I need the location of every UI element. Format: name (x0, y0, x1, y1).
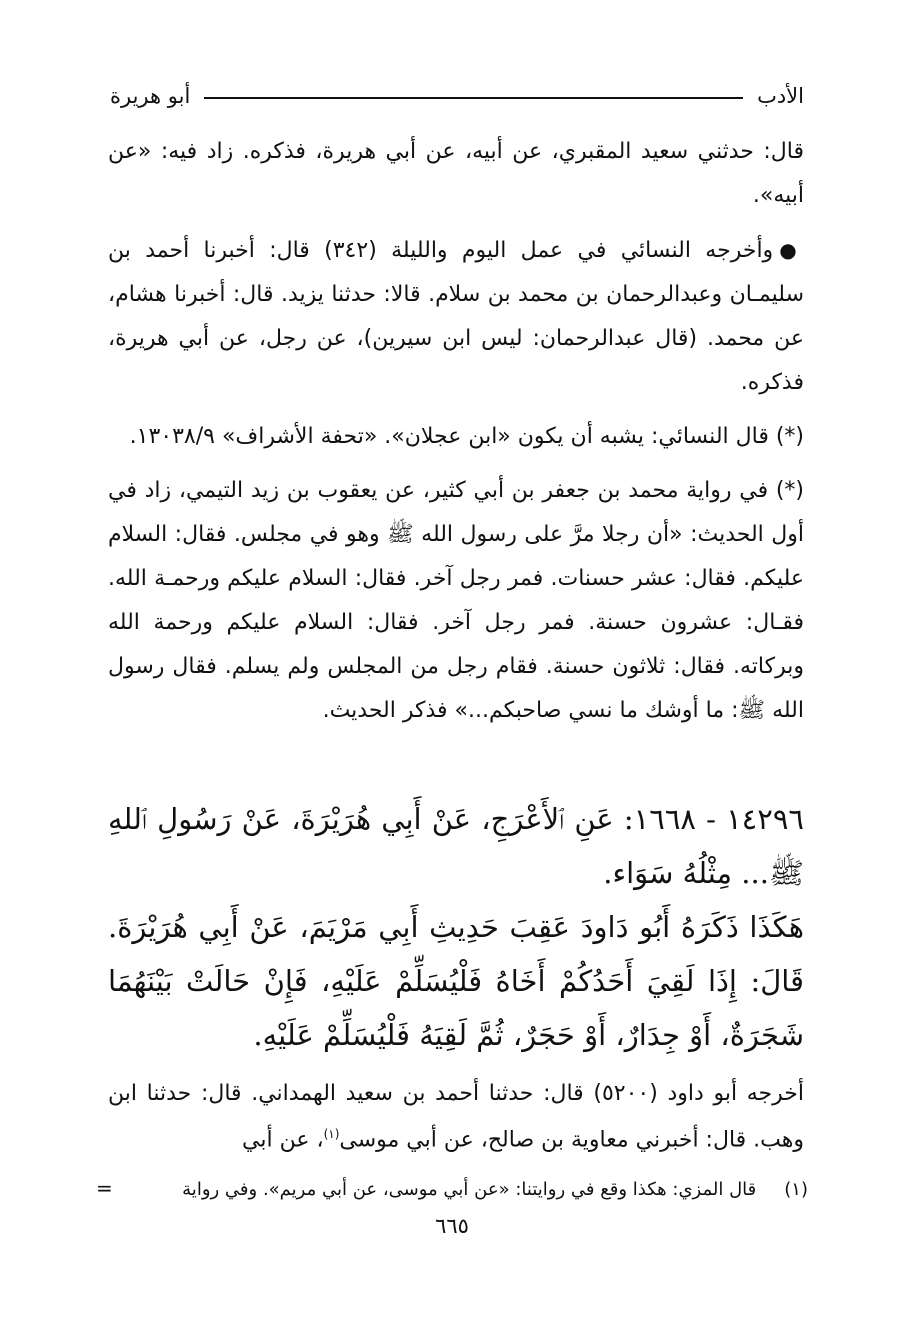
running-header (110, 80, 804, 112)
takhrij-text-start: أخرجه أبو داود (٥٢٠٠) قال: حدثنا أحمد بن سعيد الهمداني. قال: حدثنا ابن وهب. قال: أخبرني معاوية بن صالح، عن أبي موسى (108, 1081, 804, 1153)
bullet-icon: ● (779, 238, 804, 262)
takhrij-paragraph (108, 1074, 804, 1160)
commentary-text (108, 130, 804, 743)
paragraph-3: (*) قال النسائي: يشبه أن يكون «ابن عجلان». «تحفة الأشراف» ١٣٠٣٨/٩. (129, 424, 804, 449)
footnote-reference: (١) (323, 1127, 340, 1141)
paragraph-2 (108, 228, 804, 405)
paragraph-4: (*) في رواية محمد بن جعفر بن أبي كثير، عن يعقوب بن زيد التيمي، زاد في أول الحديث: «أن رجلا مرَّ على رسول الله ﷺ وهو في مجلس. فقال: السلام عليكم. فقال: عشر حسنات. فمر رجل آخر. فقال: السلام عليكم ورحمـة الله. فقـال: عشرون حسنة. فمر رجل آخر. فقال: السلام عليكم ورحمة الله وبركاته. فقال: ثلاثون حسنة. فقام رجل من المجلس ولم يسلم. فقال رسول الله ﷺ: ما أوشك ما نسي صاحبكم...» فذكر الحديث. (108, 478, 804, 723)
header-chapter-title: الأدب (757, 84, 804, 108)
header-narrator-title: أبو هريرة (110, 84, 191, 108)
hadith-matn: هَكَذَا ذَكَرَهُ أَبُو دَاودَ عَقِبَ حَدِيثِ أَبِي مَرْيَمَ، عَنْ أَبِي هُرَيْرَةَ. قَالَ: إِذَا لَقِيَ أَحَدُكُمْ أَخَاهُ فَلْيُسَلِّمْ عَلَيْهِ، فَإِنْ حَالَتْ بَيْنَهُمَا شَجَرَةٌ، أَوْ جِدَارٌ، أَوْ حَجَرٌ، ثُمَّ لَقِيَهُ فَلْيُسَلِّمْ عَلَيْهِ. (108, 910, 804, 1052)
header-rule (204, 97, 743, 99)
footnote-number: (١) (784, 1179, 808, 1200)
paragraph-1: قال: حدثني سعيد المقبري، عن أبيه، عن أبي هريرة، فذكره. زاد فيه: «عن أبيه». (108, 139, 804, 208)
takhrij-text (108, 1074, 804, 1160)
footnote-text: قال المزي: هكذا وقع في روايتنا: «عن أبي موسى، عن أبي مريم». وفي رواية (182, 1179, 757, 1200)
takhrij-text-end: ، عن أبي (242, 1127, 324, 1153)
footnote (96, 1174, 808, 1204)
footnote-continuation-mark: = (96, 1176, 113, 1200)
paragraph-2-text: وأخرجه النسائي في عمل اليوم والليلة (٣٤٢) قال: أخبرنا أحمد بن سليمـان وعبدالرحمان بن محمد بن سلام. قالا: حدثنا يزيد. قال: أخبرنا هشام، عن محمد. (قال عبدالرحمان: ليس ابن سيرين)، عن رجل، عن أبي هريرة، فذكره. (108, 238, 804, 395)
page-number: ٦٦٥ (435, 1214, 469, 1238)
hadith-isnad: ١٤٢٩٦ - ١٦٦٨: عَنِ ٱلأَعْرَجِ، عَنْ أَبِي هُرَيْرَةَ، عَنْ رَسُولِ ٱللهِ ﷺ... مِثْلُهُ سَوَاء. (108, 802, 804, 890)
hadith-block (108, 792, 804, 1062)
